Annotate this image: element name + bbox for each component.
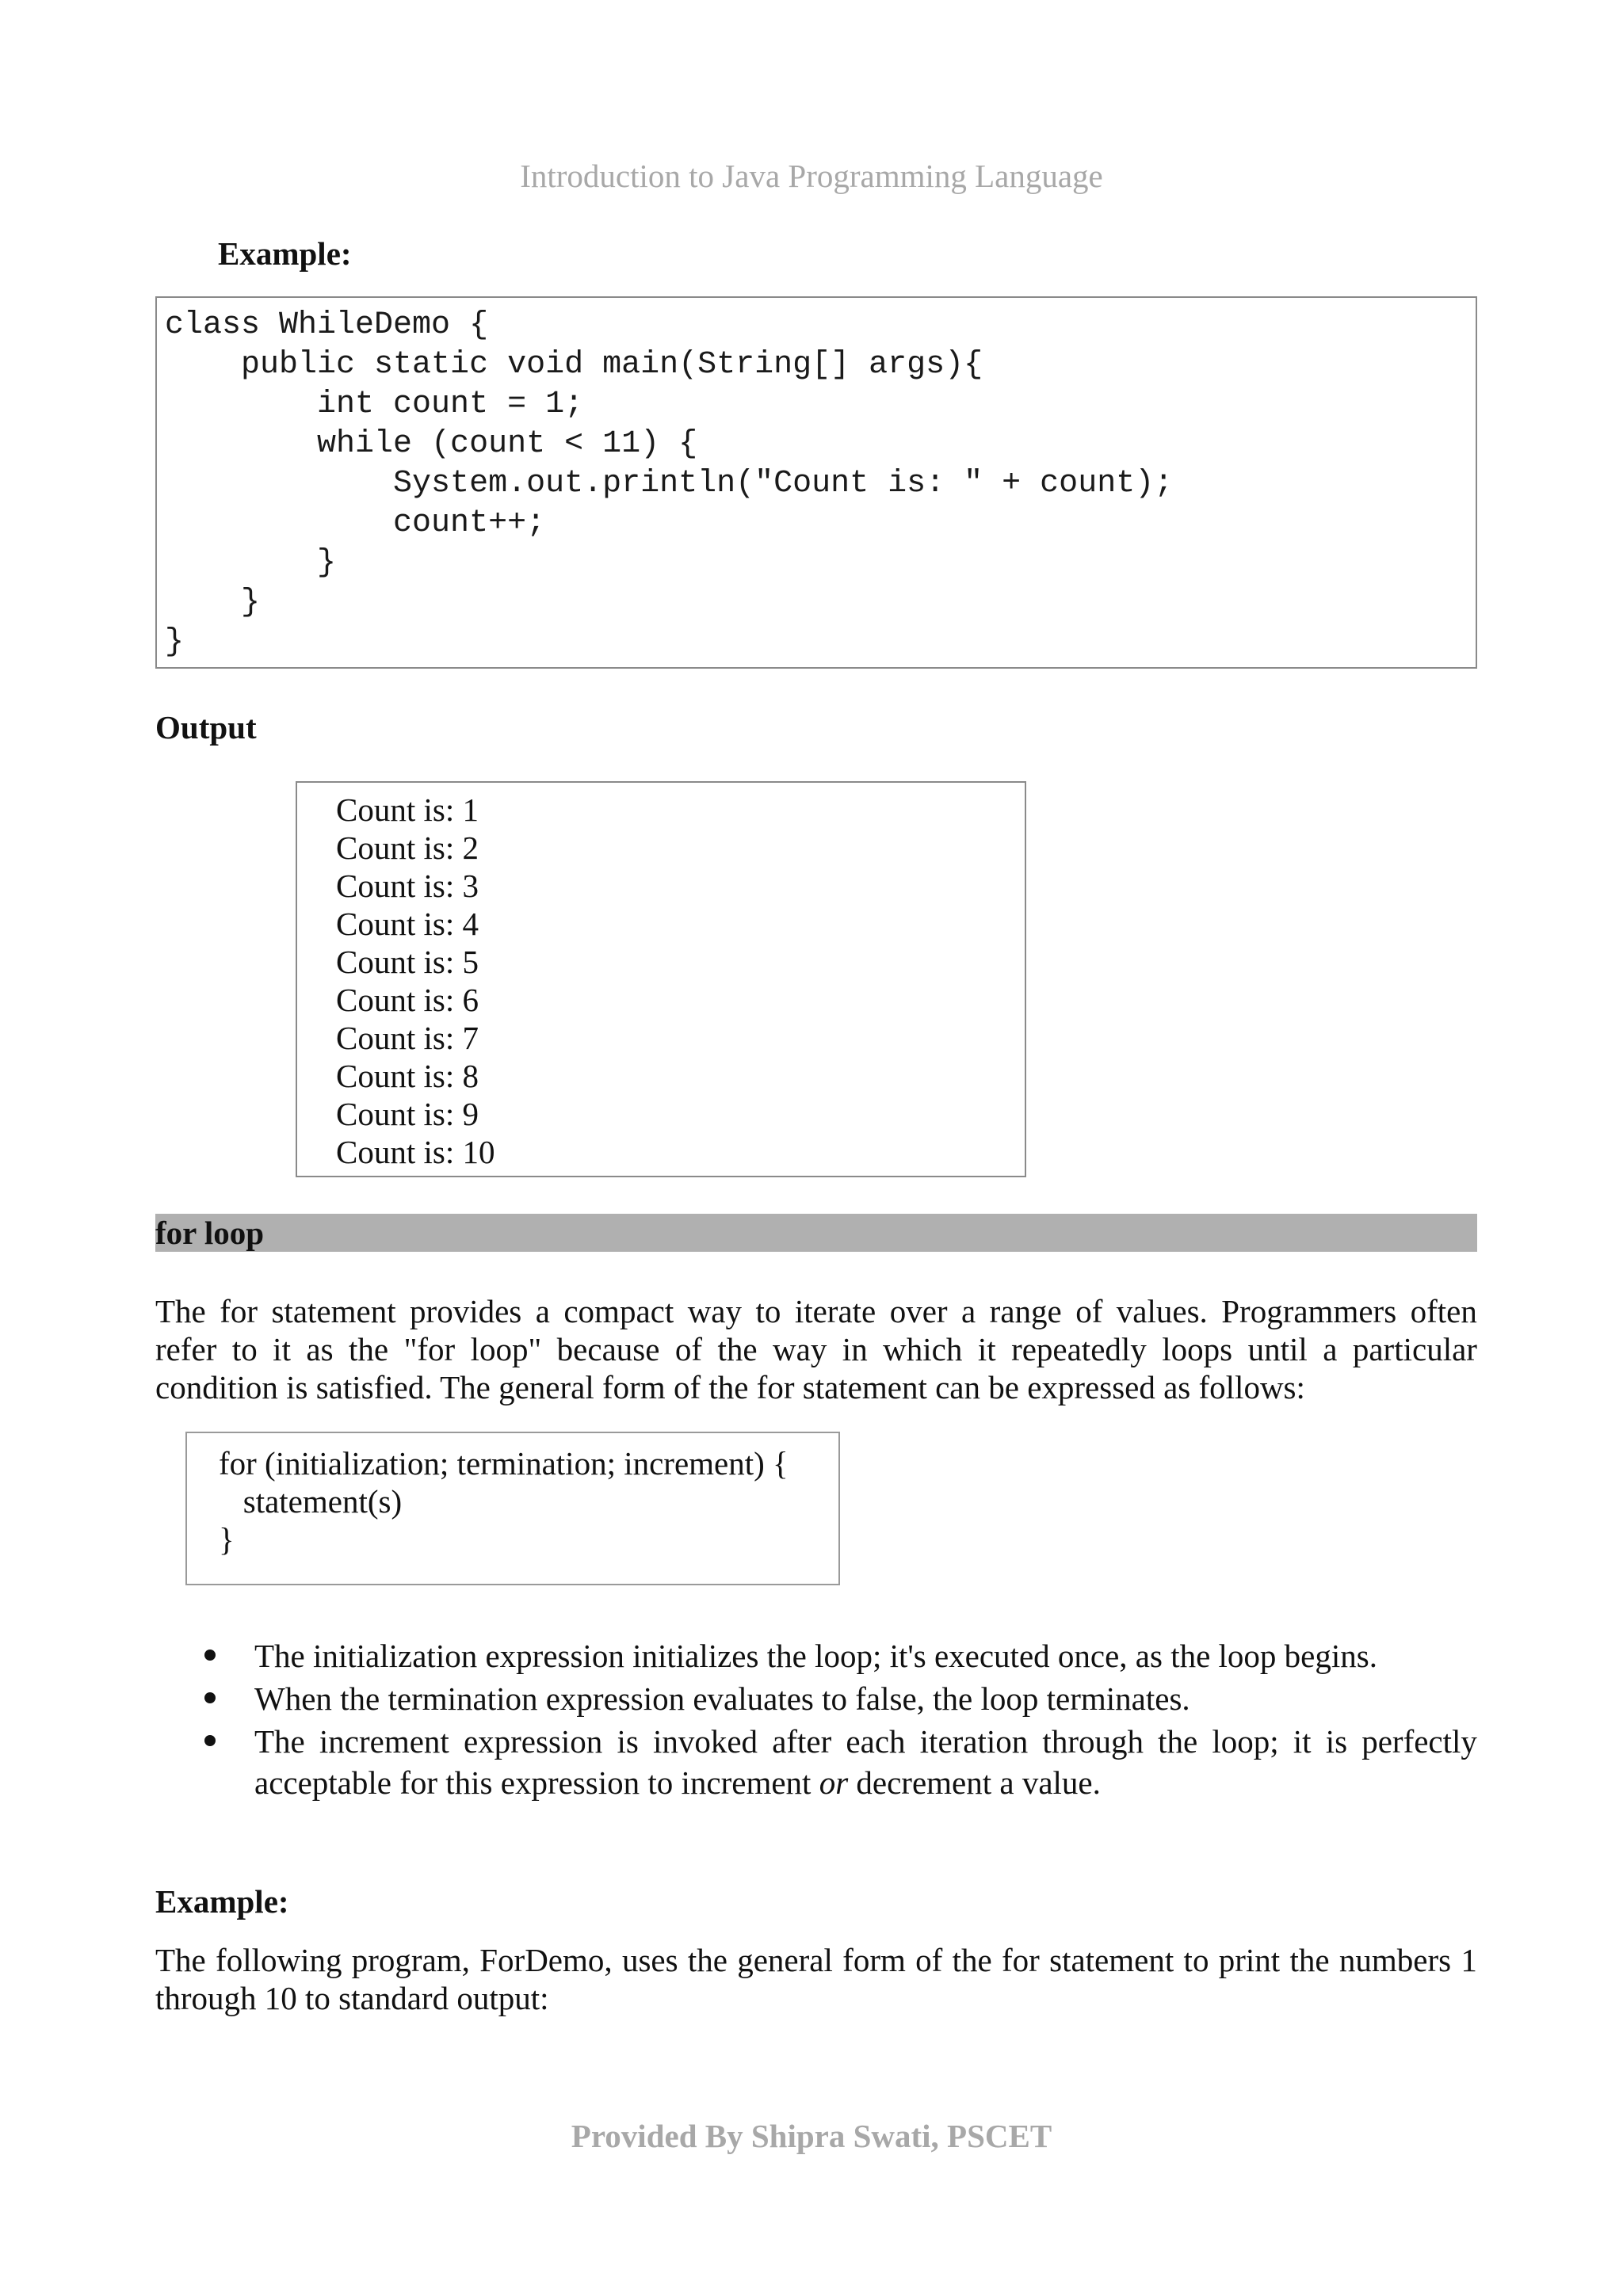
paragraph-line (155, 1330, 1477, 1368)
word: ForDemo, (479, 1942, 613, 1978)
word: through (1042, 1723, 1144, 1760)
word: after (772, 1723, 832, 1760)
output-line: Count is: 3 (336, 868, 479, 904)
word: values. (1116, 1293, 1208, 1329)
word: increment (319, 1723, 449, 1760)
word: it (977, 1331, 996, 1367)
word: statement (1049, 1942, 1174, 1978)
code-line: System.out.println("Count is: " + count); (165, 466, 1174, 502)
word: perfectly (1361, 1723, 1477, 1760)
word: is (617, 1723, 639, 1760)
code-line: public static void main(String[] args){ (165, 347, 983, 383)
paragraph-line: through 10 to standard output: (155, 1980, 549, 2016)
page-header-title: Introduction to Java Programming Language (520, 158, 1103, 194)
output-line: Count is: 2 (336, 830, 479, 866)
word: the (952, 1942, 992, 1978)
example-paragraph (155, 1941, 1477, 2017)
word: the (1158, 1723, 1198, 1760)
word: way (773, 1331, 827, 1367)
code-block (165, 306, 1173, 662)
bullet-text (254, 1721, 1477, 1803)
word: compact (563, 1293, 674, 1329)
word: 1 (1461, 1942, 1477, 1978)
output-line: Count is: 9 (336, 1096, 479, 1132)
output-line: Count is: 10 (336, 1134, 495, 1170)
page-footer: Provided By Shipra Swati, PSCET (571, 2118, 1052, 2154)
word: a (961, 1293, 976, 1329)
output-heading: Output (155, 709, 257, 746)
paragraph-line (155, 1941, 1477, 1979)
section-heading-bar (155, 1214, 1477, 1252)
word: repeatedly (1011, 1331, 1147, 1367)
word: which (883, 1331, 963, 1367)
code-line: count++; (165, 505, 546, 541)
output-box (296, 781, 1026, 1177)
code-line: } (165, 545, 337, 581)
word: each (846, 1723, 906, 1760)
word: uses (621, 1942, 678, 1978)
bullet-item (204, 1678, 1477, 1719)
word: it (1293, 1723, 1312, 1760)
word: until (1247, 1331, 1308, 1367)
general-form-block (219, 1444, 789, 1558)
code-line: int count = 1; (165, 387, 584, 422)
bullet-icon (204, 1650, 216, 1661)
word: as (306, 1331, 334, 1367)
general-form-line: for (initialization; termination; increment) { (219, 1445, 789, 1482)
output-line: Count is: 6 (336, 982, 479, 1018)
output-line: Count is: 8 (336, 1058, 479, 1094)
word: iterate (794, 1293, 876, 1329)
code-line: while (count < 11) { (165, 426, 698, 462)
word: statement (271, 1293, 396, 1329)
word: loop" (470, 1331, 542, 1367)
word: for (220, 1293, 258, 1329)
output-line: Count is: 4 (336, 906, 479, 942)
word: Programmers (1221, 1293, 1397, 1329)
word: for (1002, 1942, 1040, 1978)
word: "for (403, 1331, 456, 1367)
word: range (989, 1293, 1062, 1329)
word: the (717, 1331, 758, 1367)
bullet-text-line (254, 1721, 1477, 1762)
bullet-item (204, 1721, 1477, 1803)
word: the (349, 1331, 389, 1367)
code-box (155, 296, 1477, 669)
bullet-text-part: decrement a value. (848, 1764, 1101, 1801)
bullet-item (204, 1635, 1477, 1676)
code-line: } (165, 585, 261, 620)
paragraph-line (155, 1292, 1477, 1330)
example-heading: Example: (155, 1883, 289, 1920)
word: The (155, 1293, 206, 1329)
word: The (254, 1723, 305, 1760)
word: print (1218, 1942, 1281, 1978)
bullet-icon (204, 1692, 216, 1703)
word: of (915, 1942, 943, 1978)
word: of (1075, 1293, 1103, 1329)
word: invoked (652, 1723, 758, 1760)
word: following (216, 1942, 342, 1978)
output-line: Count is: 5 (336, 944, 479, 980)
code-line: } (165, 624, 185, 660)
word: in (842, 1331, 868, 1367)
word: of (674, 1331, 703, 1367)
section-heading: for loop (155, 1215, 265, 1251)
word: program, (351, 1942, 470, 1978)
word: loop; (1212, 1723, 1279, 1760)
general-form-line: statement(s) (219, 1483, 403, 1520)
output-line: Count is: 7 (336, 1020, 479, 1056)
bullet-text-line (254, 1762, 1477, 1803)
example-heading: Example: (218, 235, 352, 272)
word: over (889, 1293, 948, 1329)
paragraph-line: condition is satisfied. The general form of the for statement can be expressed as follows: (155, 1369, 1305, 1405)
word: way (687, 1293, 743, 1329)
for-loop-intro-paragraph (155, 1292, 1477, 1406)
output-lines (336, 791, 495, 1171)
word: the (687, 1942, 727, 1978)
word: to (231, 1331, 258, 1367)
general-form-line: } (219, 1521, 235, 1558)
word: because (556, 1331, 660, 1367)
bullet-emphasis: or (819, 1764, 849, 1801)
word: form (842, 1942, 906, 1978)
bullet-text: The initialization expression initializes the loop; it's executed once, as the loop begins. (254, 1638, 1377, 1674)
word: loops (1162, 1331, 1233, 1367)
word: the (1289, 1942, 1330, 1978)
word: is (1325, 1723, 1348, 1760)
word: numbers (1338, 1942, 1452, 1978)
word: provides (410, 1293, 522, 1329)
word: iteration (919, 1723, 1029, 1760)
word: expression (463, 1723, 603, 1760)
output-line: Count is: 1 (336, 791, 479, 828)
bullet-text: When the termination expression evaluates to false, the loop terminates. (254, 1680, 1190, 1717)
word: particular (1352, 1331, 1477, 1367)
word: to (755, 1293, 781, 1329)
word: refer (155, 1331, 217, 1367)
word: to (1183, 1942, 1209, 1978)
word: a (535, 1293, 550, 1329)
word: The (155, 1942, 206, 1978)
word: often (1410, 1293, 1477, 1329)
word: a (1323, 1331, 1338, 1367)
bullet-icon (204, 1735, 216, 1746)
word: it (273, 1331, 291, 1367)
bullet-text-part: acceptable for this expression to increment (254, 1764, 819, 1801)
general-form-box (185, 1432, 840, 1585)
code-line: class WhileDemo { (165, 307, 489, 343)
word: general (737, 1942, 833, 1978)
